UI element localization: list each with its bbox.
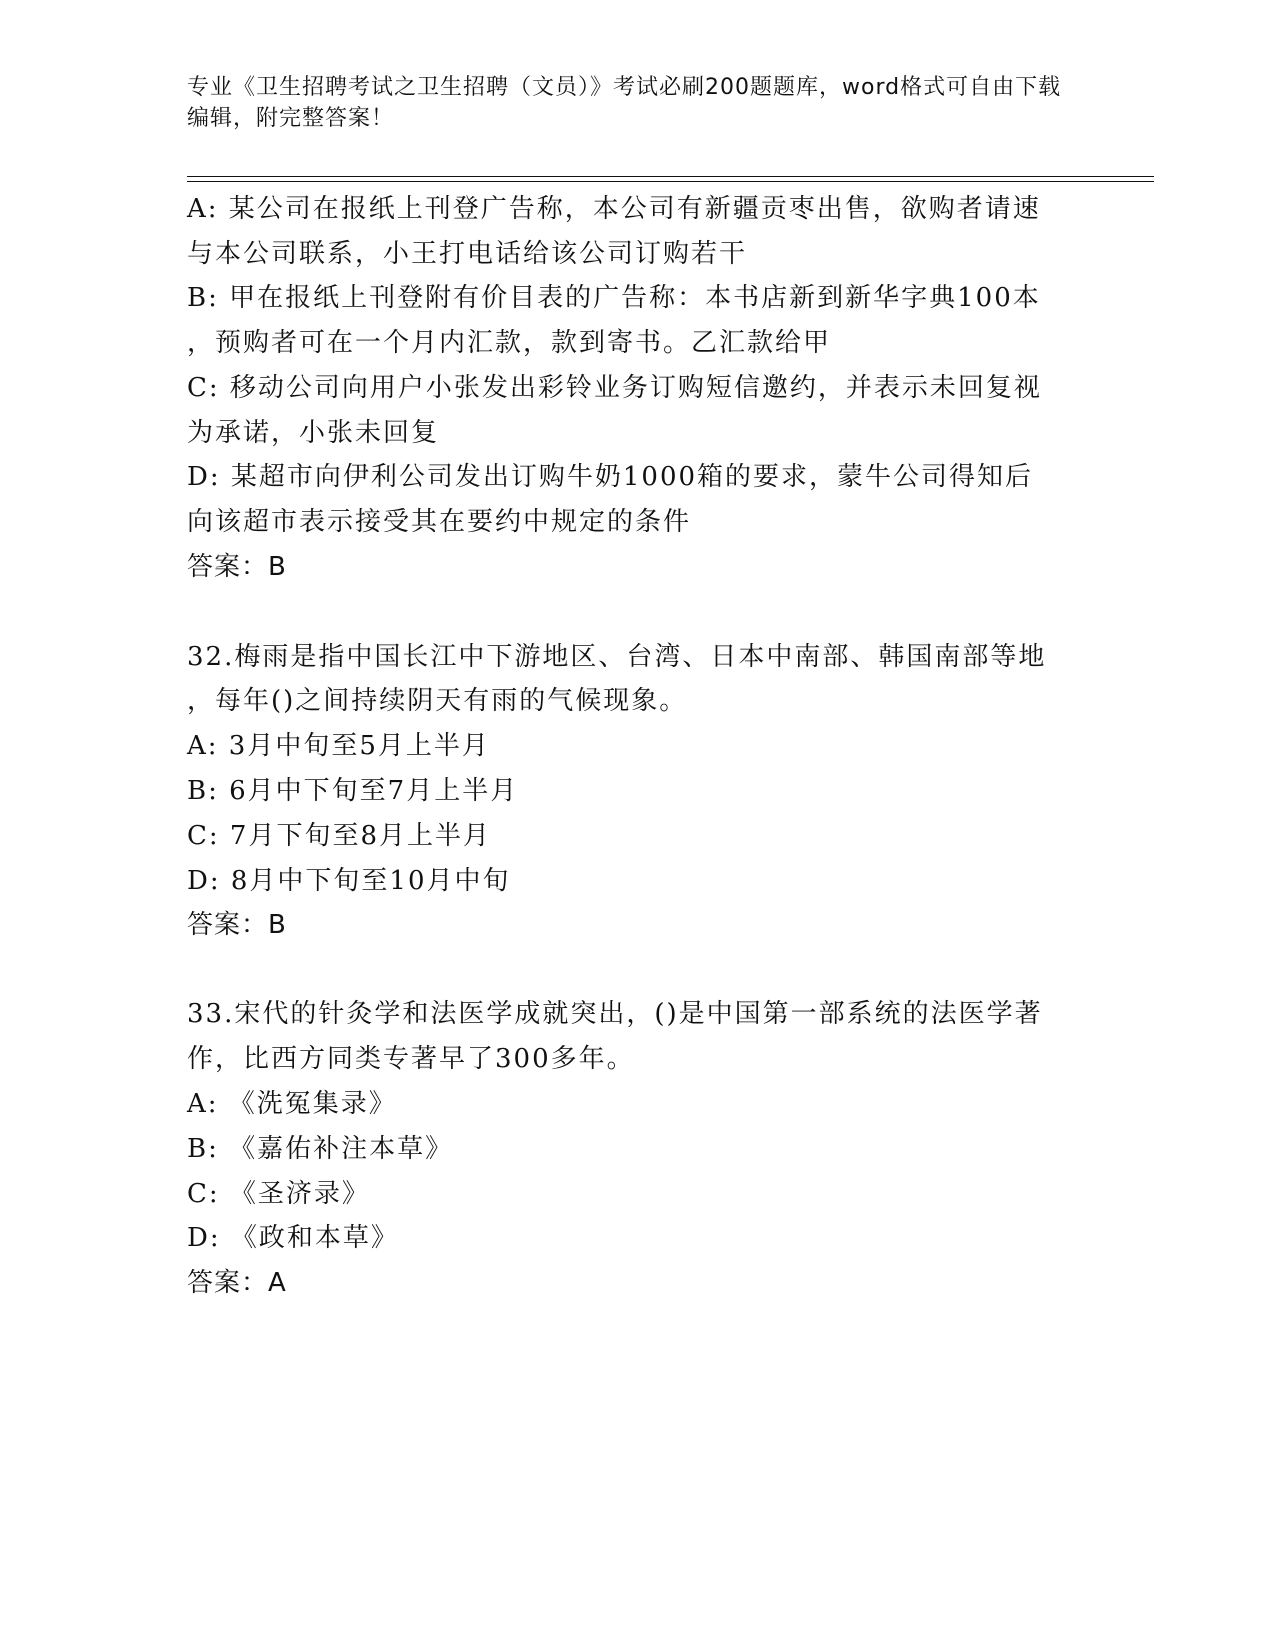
q31-option-d-line2: 向该超市表示接受其在要约中规定的条件: [187, 507, 692, 537]
q33-answer: 答案：A: [187, 1268, 287, 1298]
q32-stem-line1: 32.梅雨是指中国长江中下游地区、台湾、日本中南部、韩国南部等地: [187, 642, 1047, 672]
q33-option-d: D: 《政和本草》: [187, 1223, 399, 1253]
q32-option-c: C: 7月下旬至8月上半月: [187, 821, 492, 851]
q32-option-a: A: 3月中旬至5月上半月: [187, 731, 490, 761]
q31-option-a-line2: 与本公司联系，小王打电话给该公司订购若干: [187, 239, 748, 269]
q31-answer: 答案：B: [187, 552, 287, 582]
q31-option-c-line1: C: 移动公司向用户小张发出彩铃业务订购短信邀约，并表示未回复视: [187, 373, 1042, 403]
q33-option-a: A: 《洗冤集录》: [187, 1089, 397, 1119]
q32-option-d: D: 8月中下旬至10月中旬: [187, 866, 511, 896]
header-rule-top: [187, 176, 1154, 177]
header-rule-bottom: [187, 181, 1154, 182]
q31-option-a-line1: A: 某公司在报纸上刊登广告称，本公司有新疆贡枣出售，欲购者请速: [187, 194, 1041, 224]
q33-option-c: C: 《圣济录》: [187, 1179, 370, 1209]
q31-option-b-line1: B: 甲在报纸上刊登附有价目表的广告称：本书店新到新华字典100本: [187, 283, 1041, 313]
q33-stem-line2: 作，比西方同类专著早了300多年。: [187, 1044, 635, 1074]
q32-option-b: B: 6月中下旬至7月上半月: [187, 776, 519, 806]
q33-option-b: B: 《嘉佑补注本草》: [187, 1134, 454, 1164]
page-header: 专业《卫生招聘考试之卫生招聘（文员）》考试必刷200题题库，word格式可自由下载编辑，附完整答案！: [187, 75, 1062, 131]
q32-stem-line2: ，每年()之间持续阴天有雨的气候现象。: [187, 686, 688, 716]
q31-option-d-line1: D: 某超市向伊利公司发出订购牛奶1000箱的要求，蒙牛公司得知后: [187, 462, 1034, 492]
q32-answer: 答案：B: [187, 910, 287, 940]
q33-stem-line1: 33.宋代的针灸学和法医学成就突出，()是中国第一部系统的法医学著: [187, 999, 1043, 1029]
q31-option-b-line2: ，预购者可在一个月内汇款，款到寄书。乙汇款给甲: [187, 328, 832, 358]
q31-option-c-line2: 为承诺，小张未回复: [187, 418, 440, 448]
